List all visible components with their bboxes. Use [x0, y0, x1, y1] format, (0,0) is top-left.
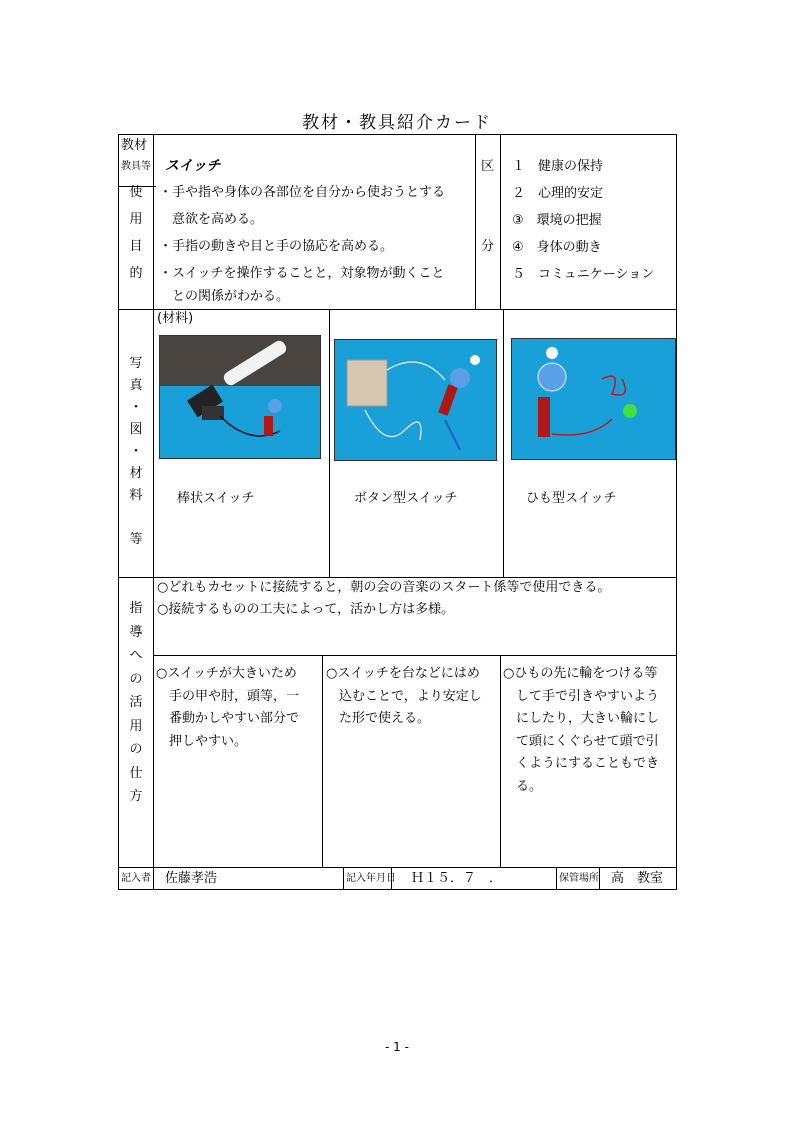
- photo-caption: 棒状スイッチ: [177, 491, 255, 506]
- date-label: 記入年月日: [346, 873, 396, 884]
- purpose-line: ・手や指や身体の各部位を自分から使おうとする: [159, 185, 446, 200]
- purpose-label: 使 用 目 的: [129, 185, 143, 281]
- purpose-line: 意欲を高める。: [159, 212, 264, 227]
- purpose-line: ・スイッチを操作することと，対象物が動くこと: [159, 266, 445, 281]
- page-title: 教材・教具紹介カード: [302, 113, 492, 133]
- writer-label: 記入者: [121, 873, 151, 884]
- card-table: [118, 134, 677, 890]
- guidance-column-2: ○スイッチを台などにはめ 込むことで，より安定し た形で使える。: [326, 666, 482, 726]
- guidance-general-line: ○どれもカセットに接続すると，朝の会の音楽のスタート係等で使用できる。: [157, 580, 611, 595]
- photo-stick-switch: [159, 335, 321, 459]
- category-item: ２ 心理的安定: [512, 186, 604, 201]
- guidance-general-line: ○接続するものの工夫によって，活かし方は多様。: [157, 602, 455, 617]
- kubun-label-top: 区: [481, 159, 495, 174]
- category-item: １ 健康の保持: [512, 159, 604, 174]
- date-value: Ｈ１５．７ ．: [411, 871, 503, 886]
- material-label: 教材: [121, 138, 148, 153]
- category-item: ③ 環境の把握: [512, 213, 602, 228]
- photo-string-switch: [511, 338, 676, 460]
- writer-name: 佐藤孝浩: [165, 871, 218, 886]
- page-number: - 1 -: [385, 1040, 409, 1054]
- photo-caption: ボタン型スイッチ: [354, 491, 458, 506]
- photo-button-switch: [334, 339, 497, 461]
- guidance-column-3: ○ひもの先に輪をつける等 して手で引きやすいよう にしたり，大きい輪にし て頭にくぐらせて頭で引 くようにすることもでき る。: [503, 666, 660, 794]
- purpose-line: ・手指の動きや目と手の協応を高める。: [159, 239, 394, 254]
- guidance-column-1: ○スイッチが大きいため 手の甲や肘，頭等，一 番動かしやすい部分で 押しやすい。: [156, 666, 300, 749]
- place-label: 保管場所: [559, 873, 599, 884]
- purpose-line: との関係がわかる。: [159, 289, 290, 304]
- place-value: 高 教室: [611, 871, 664, 886]
- guidance-label: 指 導 へ の 活 用 の 仕 方: [129, 601, 143, 804]
- category-item: ５ コミュニケーション: [512, 267, 655, 282]
- material-note: (材料): [157, 311, 194, 326]
- material-label-sub: 教具等: [121, 161, 151, 172]
- photos-label: 写 真 ・ 図 ・ 材 料 等: [129, 356, 143, 547]
- photo-caption: ひも型スイッチ: [526, 491, 617, 506]
- material-name: スイッチ: [165, 158, 221, 174]
- category-item: ④ 身体の動き: [512, 240, 602, 255]
- kubun-label-bottom: 分: [481, 239, 495, 254]
